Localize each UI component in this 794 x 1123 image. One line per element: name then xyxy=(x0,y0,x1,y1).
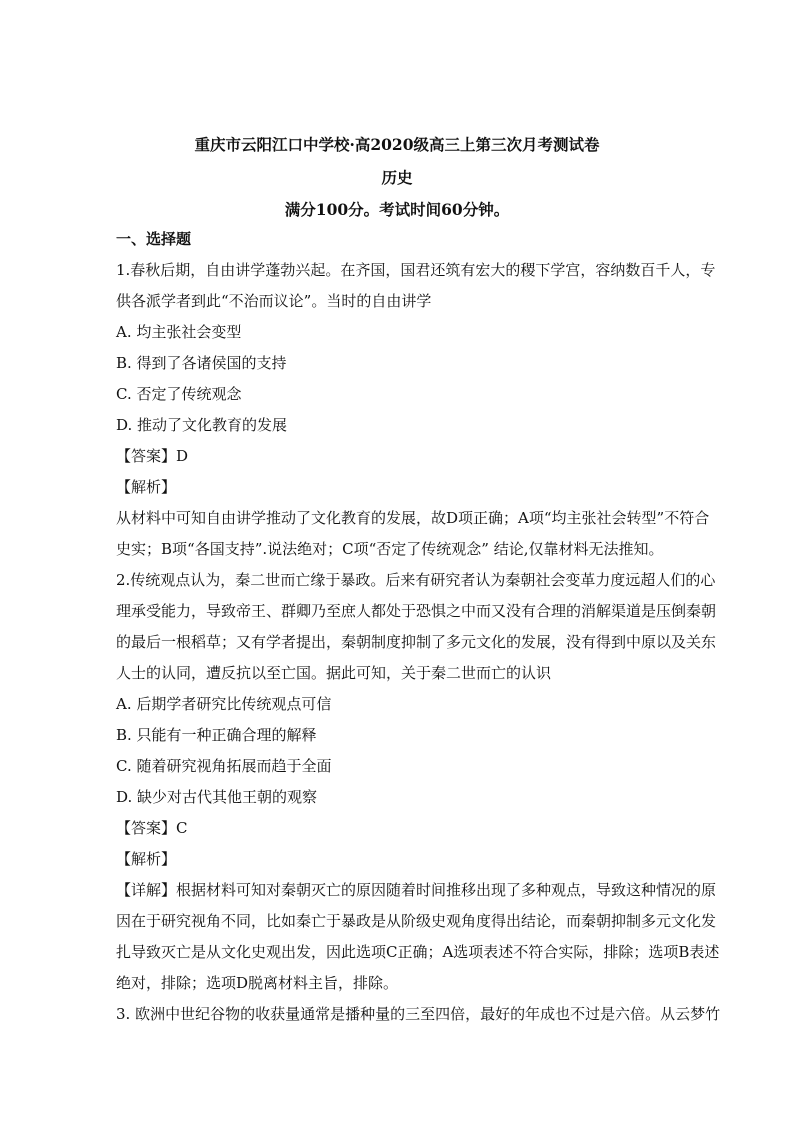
q2-option-d: D. 缺少对古代其他王朝的观察 xyxy=(116,788,318,806)
q1-analysis-line1: 从材料中可知自由讲学推动了文化教育的发展，故D项正确；A项“均主张社会转型”不符合 xyxy=(116,509,710,527)
q3-stem-line1: 3. 欧洲中世纪谷物的收获量通常是播种量的三至四倍，最好的年成也不过是六倍。从云梦竹 xyxy=(116,1005,721,1023)
q2-answer: 【答案】C xyxy=(116,819,188,837)
q1-option-d: D. 推动了文化教育的发展 xyxy=(116,416,288,434)
q1-answer: 【答案】D xyxy=(116,447,189,465)
q1-option-c: C. 否定了传统观念 xyxy=(116,385,242,403)
subject-title: 历史 xyxy=(381,168,413,187)
exam-title: 重庆市云阳江口中学校·高2020级高三上第三次月考测试卷 xyxy=(194,135,600,154)
q2-analysis-line3: 扎导致灭亡是从文化史观出发，因此选项C正确；A选项表述不符合实际，排除；选项B表述 xyxy=(116,943,720,961)
q2-stem-line3: 的最后一根稻草；又有学者提出，秦朝制度抑制了多元文化的发展，没有得到中原以及关东 xyxy=(116,633,717,651)
score-time-note: 满分100分。考试时间60分钟。 xyxy=(284,200,510,219)
q1-option-b: B. 得到了各诸侯国的支持 xyxy=(116,354,287,372)
q2-option-c: C. 随着研究视角拓展而趋于全面 xyxy=(116,757,332,775)
q2-stem-line1: 2.传统观点认为，秦二世而亡缘于暴政。后来有研究者认为秦朝社会变革力度远超人们的心 xyxy=(116,571,716,589)
section-title: 一、选择题 xyxy=(116,230,192,248)
q1-option-a: A. 均主张社会变型 xyxy=(116,323,242,341)
q2-option-b: B. 只能有一种正确合理的解释 xyxy=(116,726,317,744)
q2-option-a: A. 后期学者研究比传统观点可信 xyxy=(116,695,332,713)
q2-analysis-label: 【解析】 xyxy=(116,850,177,868)
q2-stem-line4: 人士的认同，遭反抗以至亡国。据此可知，关于秦二世而亡的认识 xyxy=(116,664,552,682)
q2-stem-line2: 理承受能力，导致帝王、群卿乃至庶人都处于恐惧之中而又没有合理的消解渠道是压倒秦朝 xyxy=(116,602,717,620)
q2-analysis-line4: 绝对，排除；选项D脱离材料主旨，排除。 xyxy=(116,974,399,992)
q1-stem-line1: 1.春秋后期，自由讲学蓬勃兴起。在齐国，国君还筑有宏大的稷下学宫，容纳数百千人，专 xyxy=(116,261,716,279)
q2-analysis-line1: 【详解】根据材料可知对秦朝灭亡的原因随着时间推移出现了多种观点，导致这种情况的原 xyxy=(116,881,717,899)
q1-analysis-line2: 史实；B项“各国支持”.说法绝对；C项“否定了传统观念” 结论,仅靠材料无法推知。 xyxy=(116,540,664,558)
q1-analysis-label: 【解析】 xyxy=(116,478,177,496)
q2-analysis-line2: 因在于研究视角不同，比如秦亡于暴政是从阶级史观角度得出结论，而秦朝抑制多元文化发 xyxy=(116,912,717,930)
q1-stem-line2: 供各派学者到此“不治而议论”。当时的自由讲学 xyxy=(116,292,432,310)
